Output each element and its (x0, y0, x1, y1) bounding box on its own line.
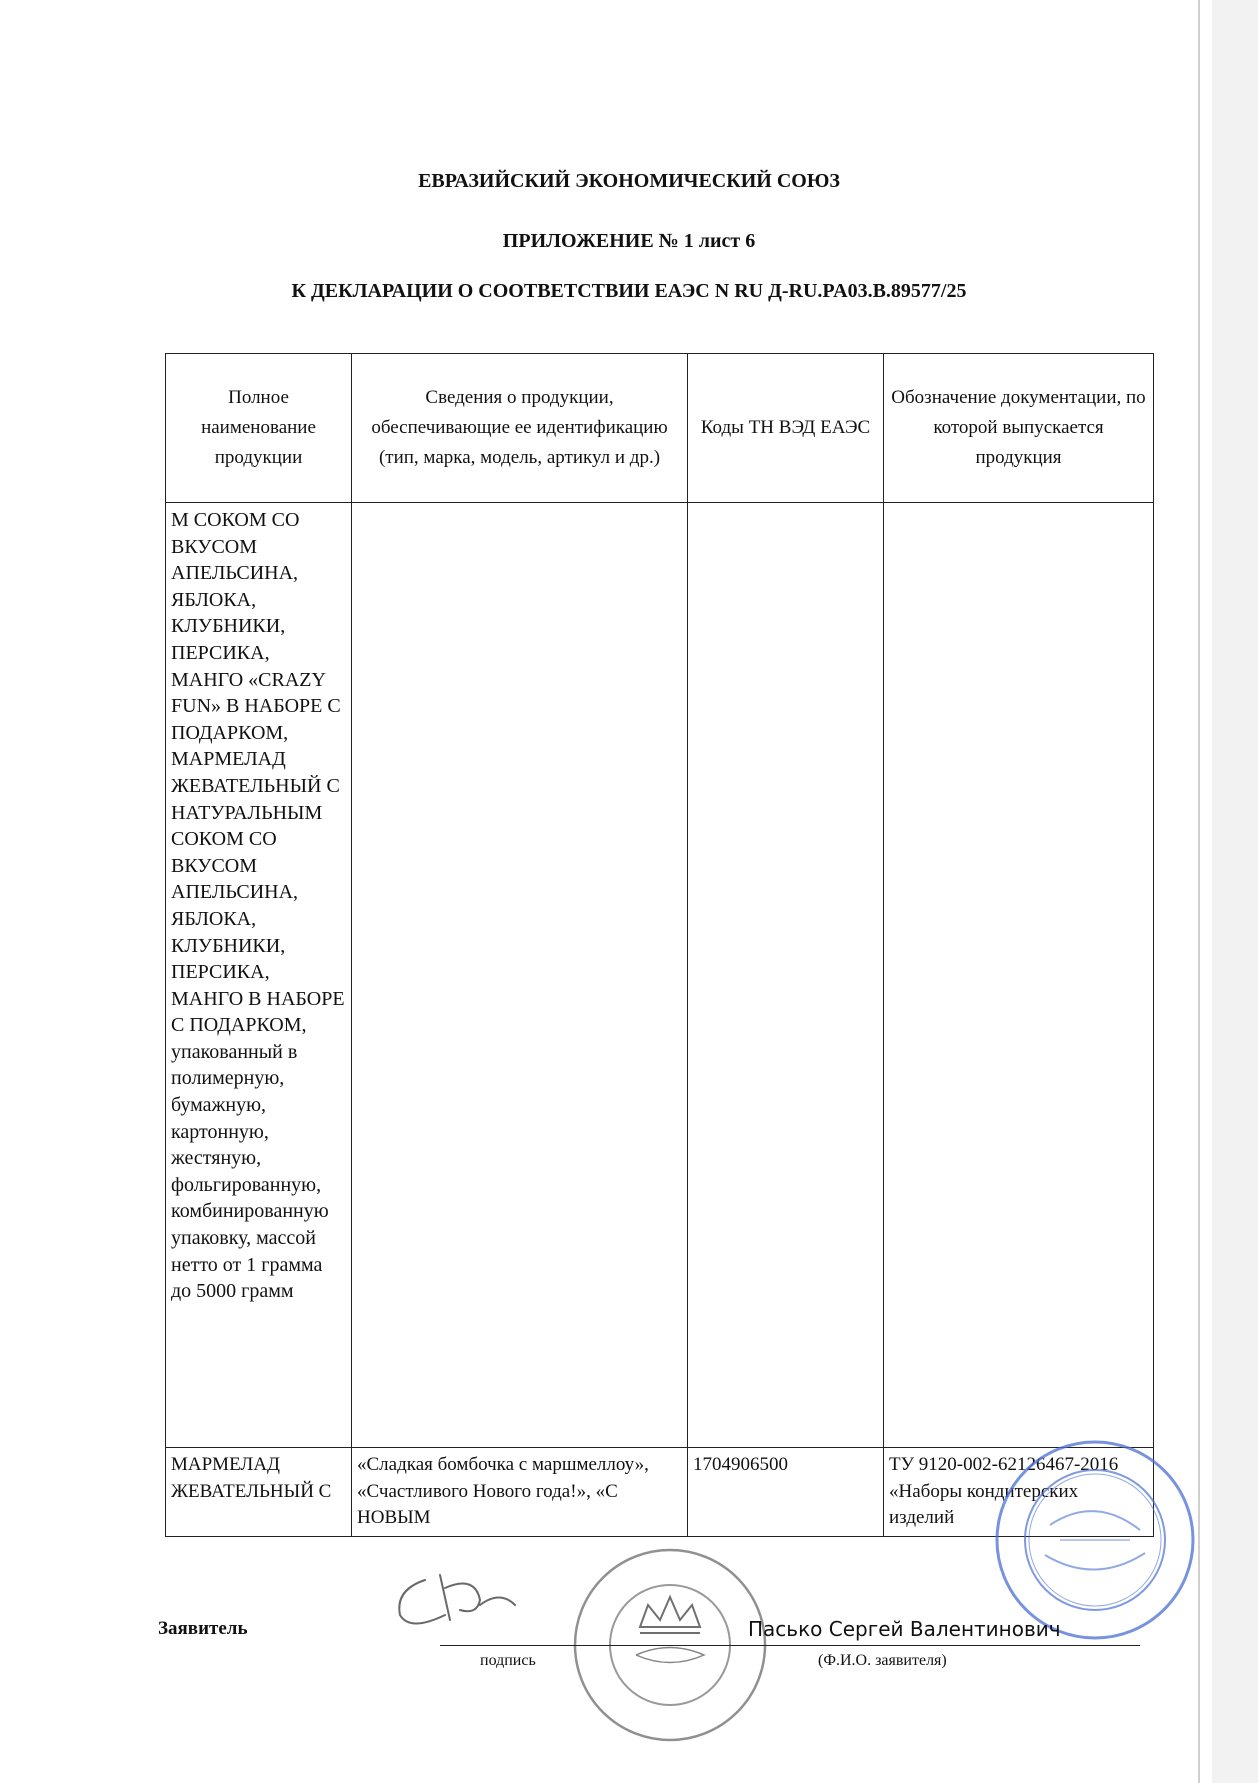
company-stamp-right (990, 1435, 1200, 1645)
product-name-cell: М СОКОМ СО ВКУСОМ АПЕЛЬСИНА, ЯБЛОКА, КЛУБНИКИ, ПЕРСИКА, МАНГО «CRAZY FUN» В НАБОРЕ С ПОДАРКОМ, МАРМЕЛАД ЖЕВАТЕЛЬНЫЙ С НАТУРАЛЬНЫМ СОКОМ СО ВКУСОМ АПЕЛЬСИНА, ЯБЛОКА, КЛУБНИКИ, ПЕРСИКА, МАНГО В НАБОРЕ С ПОДАРКОМ, упакованный в полимерную, бумажную, картонную, жестяную, фольгированную, комбинированную упаковку, массой нетто от 1 грамма до 5000 грамм (166, 503, 352, 1448)
hs-code-cell (688, 503, 884, 1448)
appendix-title: ПРИЛОЖЕНИЕ № 1 лист 6 (502, 230, 756, 252)
doc-cell: ТУ 9120-002-62126467-2016 «Наборы кондитерских изделий (884, 1448, 1154, 1537)
column-header: Обозначение документации, по которой выпускается продукция (884, 354, 1154, 503)
declaration-table (165, 353, 1154, 1537)
table-row (166, 503, 1154, 1448)
table-header-row (166, 354, 1154, 503)
column-header: Коды ТН ВЭД ЕАЭС (688, 354, 884, 503)
signature-line (440, 1645, 1140, 1646)
doc-cell (884, 503, 1154, 1448)
product-info-cell: «Сладкая бомбочка с маршмеллоу», «Счастливого Нового года!», «С НОВЫМ (352, 1448, 688, 1537)
product-name-cell: МАРМЕЛАД ЖЕВАТЕЛЬНЫЙ С (166, 1448, 352, 1537)
signature-caption: подпись (480, 1652, 536, 1669)
column-header: Сведения о продукции, обеспечивающие ее идентификацию (тип, марка, модель, артикул и др.) (352, 354, 688, 503)
applicant-label: Заявитель (158, 1618, 248, 1639)
name-caption: (Ф.И.О. заявителя) (818, 1652, 947, 1669)
applicant-name: Пасько Сергей Валентинович (748, 1617, 1061, 1641)
applicant-signature (385, 1560, 535, 1640)
product-info-cell (352, 503, 688, 1448)
column-header: Полное наименование продукции (166, 354, 352, 503)
hs-code-cell: 1704906500 (688, 1448, 884, 1537)
declaration-title: К ДЕКЛАРАЦИИ О СООТВЕТСТВИИ ЕАЭС N RU Д-RU.PA03.B.89577/25 (291, 280, 967, 302)
scan-shadow (1212, 0, 1258, 1783)
union-title: ЕВРАЗИЙСКИЙ ЭКОНОМИЧЕСКИЙ СОЮЗ (418, 170, 840, 192)
